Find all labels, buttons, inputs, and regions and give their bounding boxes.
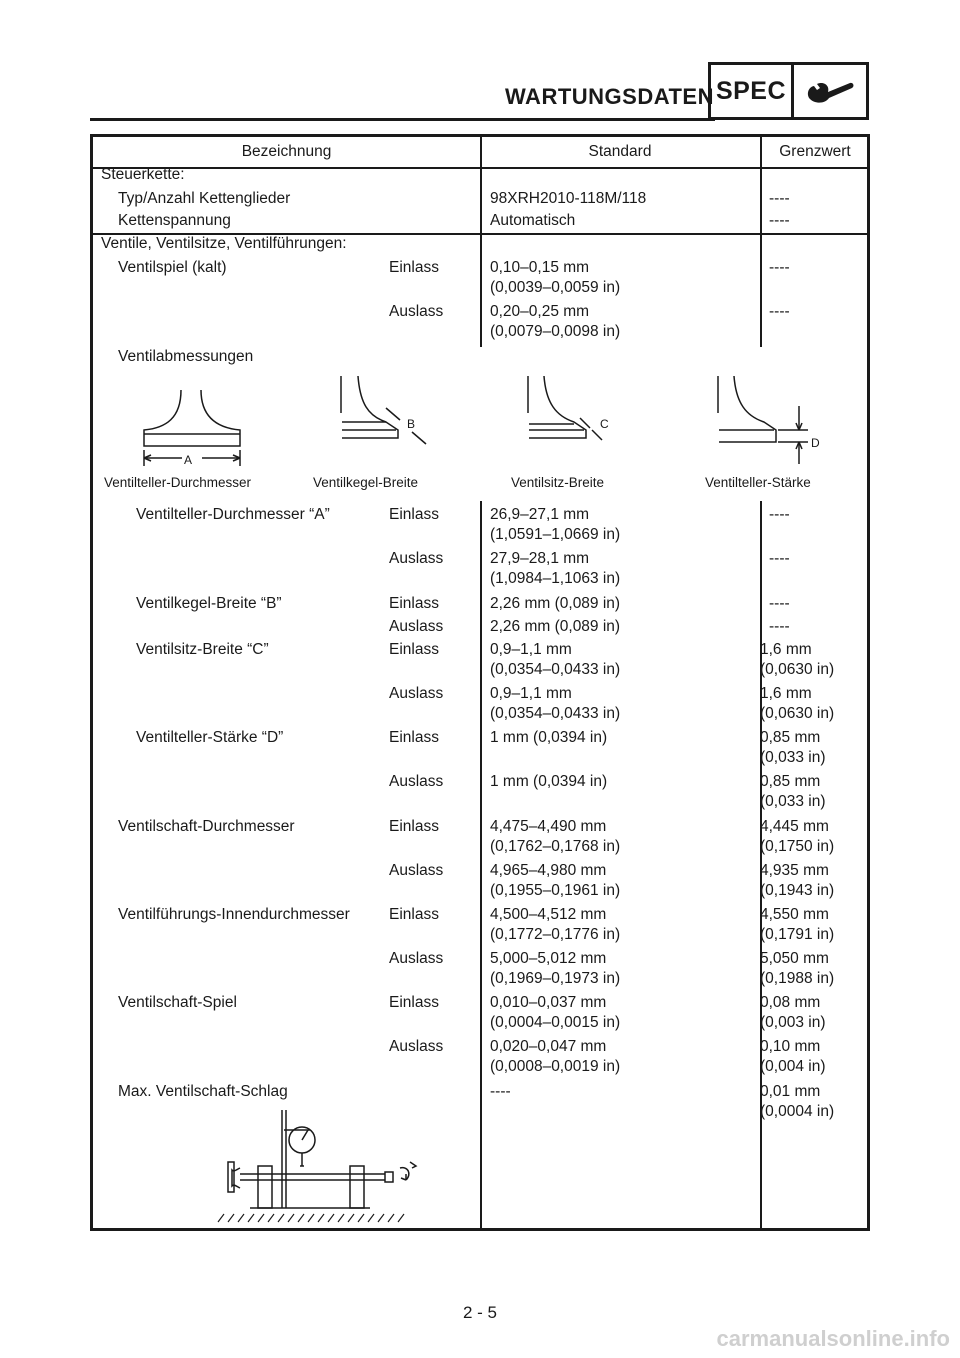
guide-ex-lim: 5,050 mm (0,1988 in) — [760, 950, 835, 987]
margin-ex-tag: Auslass — [389, 773, 444, 790]
diagram-letter-a: A — [184, 453, 193, 467]
margin-ex-std: 1 mm (0,0394 in) — [490, 773, 608, 790]
head-dia-in-lim: ---- — [769, 506, 790, 523]
face-in-lim: ---- — [769, 595, 790, 612]
stem-ex-std: 4,965–4,980 mm (0,1955–0,1961 in) — [490, 862, 621, 899]
head-dia-in-std: 26,9–27,1 mm (1,0591–1,0669 in) — [490, 506, 621, 543]
chain-tension-std: Automatisch — [490, 212, 576, 229]
guide-in-tag: Einlass — [389, 906, 439, 923]
header-divider — [93, 167, 867, 169]
chain-title: Steuerkette: — [101, 166, 185, 183]
seat-in-std: 0,9–1,1 mm (0,0354–0,0433 in) — [490, 641, 621, 678]
clearance2-in-tag: Einlass — [389, 994, 439, 1011]
chain-tension-label: Kettenspannung — [118, 212, 231, 229]
stem-in-tag: Einlass — [389, 818, 439, 835]
guide-label: Ventilführungs-Innendurchmesser — [118, 906, 350, 923]
chain-tension-lim: ---- — [769, 212, 790, 229]
clearance2-label: Ventilschaft-Spiel — [118, 994, 237, 1011]
watermark: carmanualsonline.info — [716, 1326, 950, 1351]
diagram-letter-c: C — [600, 417, 609, 431]
dims-label: Ventilabmessungen — [118, 348, 254, 365]
valve-seat-width-diagram — [528, 376, 602, 440]
col-divider-2a — [760, 137, 762, 347]
runout-std: ---- — [490, 1083, 511, 1100]
clearance-in-lim: ---- — [769, 259, 790, 276]
caption-face-width: Ventilkegel-Breite — [313, 475, 419, 490]
chain-type-lim: ---- — [769, 190, 790, 207]
margin-in-tag: Einlass — [389, 729, 439, 746]
spec-label: SPEC — [708, 62, 794, 120]
runout-lim: 0,01 mm (0,0004 in) — [760, 1083, 835, 1120]
clearance-ex-std: 0,20–0,25 mm (0,0079–0,0098 in) — [490, 303, 621, 340]
valve-dimension-diagrams — [96, 368, 866, 473]
valves-title: Ventile, Ventilsitze, Ventilführungen: — [101, 235, 347, 252]
head-dia-in-tag: Einlass — [389, 506, 439, 523]
margin-in-std: 1 mm (0,0394 in) — [490, 729, 608, 746]
stem-in-std: 4,475–4,490 mm (0,1762–0,1768 in) — [490, 818, 621, 855]
col-divider-1a — [480, 137, 482, 347]
head-dia-ex-tag: Auslass — [389, 550, 444, 567]
spec-table — [90, 134, 870, 1231]
wrench-icon-box — [791, 62, 869, 120]
chain-type-std: 98XRH2010-118M/118 — [490, 190, 647, 207]
margin-ex-lim: 0,85 mm (0,033 in) — [760, 773, 826, 810]
col-header-name: Bezeichnung — [241, 143, 332, 160]
chain-type-label: Typ/Anzahl Kettenglieder — [118, 190, 291, 207]
stem-ex-tag: Auslass — [389, 862, 444, 879]
clearance2-ex-tag: Auslass — [389, 1038, 444, 1055]
guide-in-std: 4,500–4,512 mm (0,1772–0,1776 in) — [490, 906, 621, 943]
clearance-in-std: 0,10–0,15 mm (0,0039–0,0059 in) — [490, 259, 621, 296]
clearance-ex-lim: ---- — [769, 303, 790, 320]
header-rule — [90, 118, 715, 121]
clearance-label: Ventilspiel (kalt) — [118, 259, 227, 276]
margin-label: Ventilteller-Stärke “D” — [136, 729, 284, 746]
clearance2-in-lim: 0,08 mm (0,003 in) — [760, 994, 826, 1031]
head-dia-ex-lim: ---- — [769, 550, 790, 567]
face-label: Ventilkegel-Breite “B” — [136, 595, 282, 612]
seat-label: Ventilsitz-Breite “C” — [136, 641, 269, 658]
runout-dial-gauge-diagram — [210, 1108, 440, 1226]
diagram-letter-d: D — [811, 436, 820, 450]
seat-ex-std: 0,9–1,1 mm (0,0354–0,0433 in) — [490, 685, 621, 722]
clearance-in-tag: Einlass — [389, 259, 439, 276]
caption-seat-width: Ventilsitz-Breite — [511, 475, 605, 490]
page-number: 2 - 5 — [462, 1303, 498, 1322]
face-in-std: 2,26 mm (0,089 in) — [490, 595, 621, 612]
face-ex-lim: ---- — [769, 618, 790, 635]
caption-head-diameter: Ventilteller-Durchmesser — [104, 475, 252, 490]
col-header-limit: Grenzwert — [779, 143, 851, 160]
face-in-tag: Einlass — [389, 595, 439, 612]
stem-in-lim: 4,445 mm (0,1750 in) — [760, 818, 835, 855]
col-header-standard: Standard — [588, 143, 652, 160]
guide-in-lim: 4,550 mm (0,1791 in) — [760, 906, 835, 943]
margin-in-lim: 0,85 mm (0,033 in) — [760, 729, 826, 766]
guide-ex-tag: Auslass — [389, 950, 444, 967]
valve-margin-thickness-diagram — [718, 376, 808, 464]
diagram-letter-b: B — [407, 417, 416, 431]
seat-ex-tag: Auslass — [389, 685, 444, 702]
seat-in-tag: Einlass — [389, 641, 439, 658]
head-dia-ex-std: 27,9–28,1 mm (1,0984–1,1063 in) — [490, 550, 621, 587]
seat-ex-lim: 1,6 mm (0,0630 in) — [760, 685, 835, 722]
stem-ex-lim: 4,935 mm (0,1943 in) — [760, 862, 835, 899]
face-ex-tag: Auslass — [389, 618, 444, 635]
wrench-icon — [800, 71, 860, 111]
clearance2-ex-std: 0,020–0,047 mm (0,0008–0,0019 in) — [490, 1038, 621, 1075]
page-title: WARTUNGSDATEN — [505, 84, 714, 109]
face-ex-std: 2,26 mm (0,089 in) — [490, 618, 621, 635]
clearance-ex-tag: Auslass — [389, 303, 444, 320]
clearance2-in-std: 0,010–0,037 mm (0,0004–0,0015 in) — [490, 994, 621, 1031]
clearance2-ex-lim: 0,10 mm (0,004 in) — [760, 1038, 826, 1075]
guide-ex-std: 5,000–5,012 mm (0,1969–0,1973 in) — [490, 950, 621, 987]
seat-in-lim: 1,6 mm (0,0630 in) — [760, 641, 835, 678]
caption-margin-thickness: Ventilteller-Stärke — [705, 475, 811, 490]
head-dia-label: Ventilteller-Durchmesser “A” — [136, 506, 330, 523]
valve-face-width-diagram — [341, 376, 426, 444]
col-divider-1b — [480, 501, 482, 1231]
runout-label: Max. Ventilschaft-Schlag — [118, 1083, 288, 1100]
stem-label: Ventilschaft-Durchmesser — [118, 818, 295, 835]
